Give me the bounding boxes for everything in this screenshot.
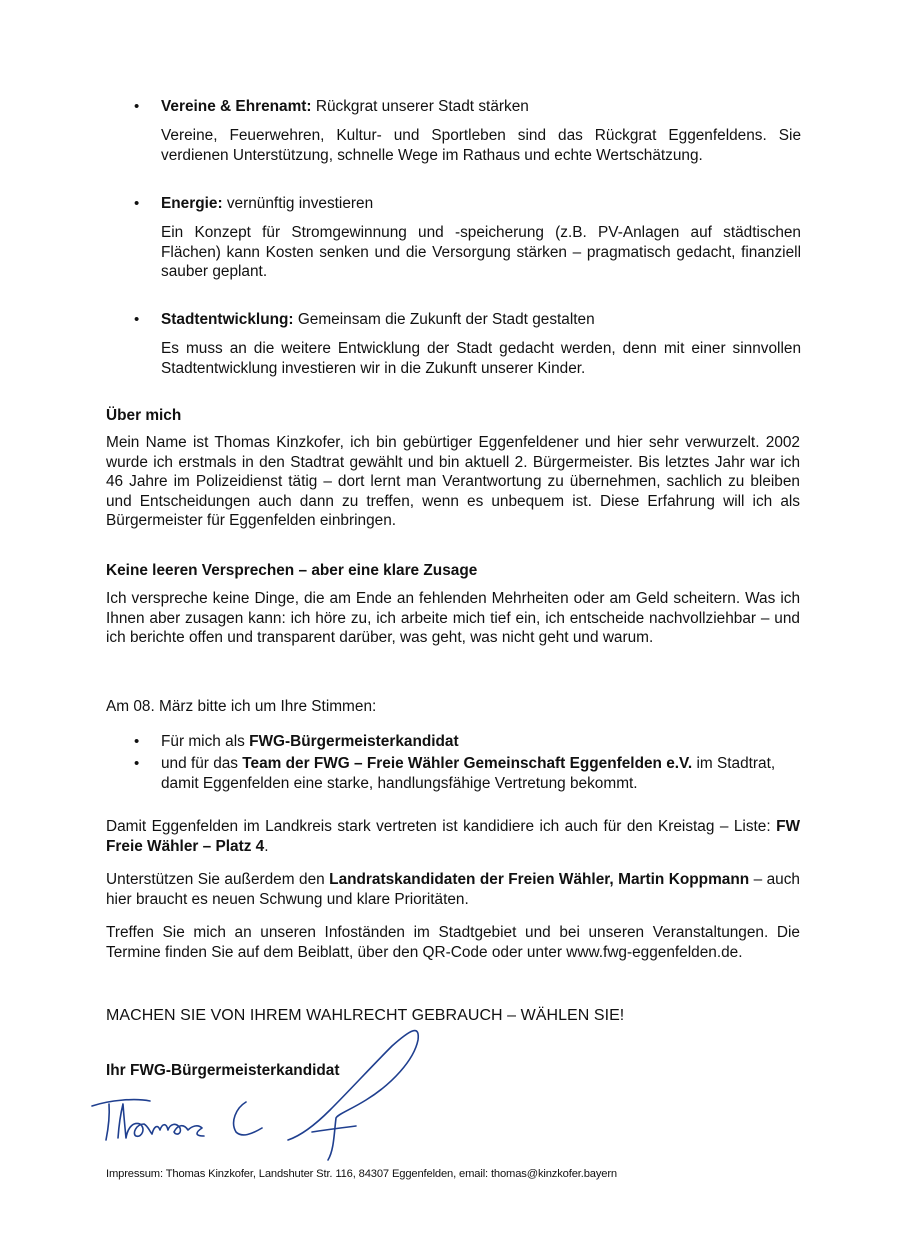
bullet-heading: [161, 194, 811, 214]
signature-stroke-t-bar: [92, 1100, 150, 1106]
about-heading: Über mich: [106, 407, 182, 424]
landrat-pre: Unterstützen Sie außerdem den: [106, 871, 330, 888]
vote-item-bold: FWG-Bürgermeisterkandidat: [249, 733, 459, 750]
list-item-vereine: [134, 97, 814, 177]
slogan: MACHEN SIE VON IHREM WAHLRECHT GEBRAUCH – WÄHLEN SIE!: [106, 1007, 625, 1024]
signature-stroke-cross: [312, 1126, 356, 1132]
bullet-symbol: •: [134, 98, 140, 115]
bullet-heading-bold: Energie:: [161, 195, 223, 212]
vote-item-text: [161, 754, 801, 793]
signature-stroke-homas: [118, 1104, 204, 1138]
kreistag-text: [106, 817, 800, 856]
kreistag-pre: Damit Eggenfelden im Landkreis stark vertreten ist kandidiere ich auch für den Kreistag – Liste:: [106, 818, 777, 835]
promise-text: Ich verspreche keine Dinge, die am Ende an fehlenden Mehrheiten oder am Geld scheitern. Was ich Ihnen aber zusagen kann: ich höre zu, ich arbeite mich tief ein, ich entscheide nachvollziehbar – und ich berichte offen und transparent darüber, was geht, was nicht geht und warum.: [106, 590, 800, 646]
bullet-symbol: •: [134, 755, 140, 772]
signature-stroke-k: [234, 1102, 262, 1135]
bullet-symbol: •: [134, 311, 140, 328]
list-item-energie: [134, 194, 814, 294]
bullet-heading-bold: Vereine & Ehrenamt:: [161, 98, 312, 115]
bullet-heading: [161, 97, 811, 117]
bullet-symbol: •: [134, 733, 140, 750]
signature-label: Ihr FWG-Bürgermeisterkandidat: [106, 1062, 340, 1079]
vote-item-team: [134, 754, 814, 796]
promise-heading: Keine leeren Versprechen – aber eine klare Zusage: [106, 562, 478, 579]
landrat-post: – auch hier braucht es neuen Schwung und klare Prioritäten.: [106, 871, 800, 908]
vote-item-pre: und für das: [161, 755, 243, 772]
signature-stroke-t-stem: [106, 1104, 109, 1140]
bullet-heading-rest: Gemeinsam die Zukunft der Stadt gestalten: [293, 311, 595, 328]
vote-item-pre: Für mich als: [161, 733, 250, 750]
bullet-heading-bold: Stadtentwicklung:: [161, 311, 294, 328]
bullet-heading-rest: Rückgrat unserer Stadt stärken: [311, 98, 529, 115]
bullet-symbol: •: [134, 195, 140, 212]
signature-stroke-flourish: [288, 1031, 418, 1160]
bullet-heading: [161, 310, 811, 330]
vote-item-text: [161, 732, 801, 752]
vote-item-post: im Stadtrat, damit Eggenfelden eine starke, handlungsfähige Vertretung bekommt.: [161, 755, 776, 792]
about-text: Mein Name ist Thomas Kinzkofer, ich bin gebürtiger Eggenfeldener und hier sehr verwurzelt. 2002 wurde ich erstmals in den Stadtrat gewählt und bin aktuell 2. Bürgermeister. Bis letztes Jahr war ich 46 Jahre im Polizeidienst tätig – dort lernt man Verantwortung zu übernehmen, sachlich zu bleiben und Entscheidungen auch dann zu treffen, wenn es unbequem ist. Diese Erfahrung will ich als Bürgermeister für Eggenfelden einbringen.: [106, 434, 800, 529]
bullet-body: Vereine, Feuerwehren, Kultur- und Sportleben sind das Rückgrat Eggenfeldens. Sie verdienen Unterstützung, schnelle Wege im Rathaus und echte Wertschätzung.: [161, 127, 801, 164]
vote-intro: Am 08. März bitte ich um Ihre Stimmen:: [106, 698, 377, 715]
impressum: Impressum: Thomas Kinzkofer, Landshuter Str. 116, 84307 Eggenfelden, email: thomas@kinzkofer.bayern: [106, 1168, 618, 1180]
bullet-heading-rest: vernünftig investieren: [222, 195, 374, 212]
vote-item-candidate: [134, 732, 814, 752]
landrat-bold: Landratskandidaten der Freien Wähler, Martin Koppmann: [329, 871, 750, 888]
list-item-stadtentwicklung: [134, 310, 814, 390]
meet-text: Treffen Sie mich an unseren Infoständen im Stadtgebiet und bei unseren Veranstaltungen. Die Termine finden Sie auf dem Beiblatt, über den QR-Code oder unter www.fwg-eggenfelden.de.: [106, 924, 800, 961]
bullet-body: Ein Konzept für Stromgewinnung und -speicherung (z.B. PV-Anlagen auf städtischen Flächen) kann Kosten senken und die Versorgung stärken – pragmatisch gedacht, finanziell sauber geplant.: [161, 224, 801, 280]
kreistag-post: .: [264, 837, 269, 855]
vote-item-bold: Team der FWG – Freie Wähler Gemeinschaft Eggenfelden e.V.: [242, 755, 693, 772]
bullet-body: Es muss an die weitere Entwicklung der Stadt gedacht werden, denn mit einer sinnvollen Stadtentwicklung investieren wir in die Zukunft unserer Kinder.: [161, 340, 801, 377]
kreistag-bold: FW Freie Wähler – Platz 4: [106, 818, 800, 855]
landrat-text: [106, 870, 800, 909]
